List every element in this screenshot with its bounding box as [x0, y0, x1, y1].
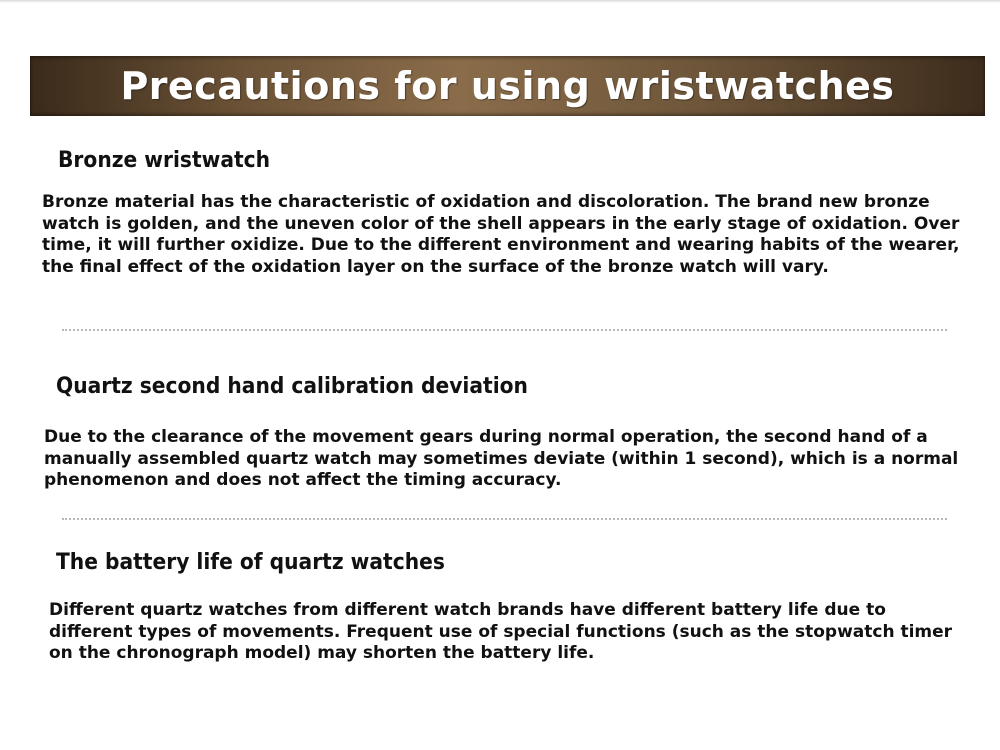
top-edge-shadow: [0, 0, 1000, 3]
section-heading-bronze-wristwatch: Bronze wristwatch: [58, 148, 271, 173]
section-heading-battery-life: The battery life of quartz watches: [56, 550, 445, 575]
section-divider: [62, 518, 947, 520]
section-body-quartz-second-hand: Due to the clearance of the movement gears during normal operation, the second hand of a manually assembled quartz watch may sometimes deviate (within 1 second), which is a normal phenomenon and does not affect the timing accuracy.: [44, 427, 959, 490]
page-title: Precautions for using wristwatches: [120, 64, 895, 108]
section-body-battery-life: Different quartz watches from different watch brands have different battery life due to different types of movements. Frequent use of special functions (such as the stopwatch timer on the chronograph model) may shorten the battery life.: [49, 600, 953, 663]
section-divider: [62, 329, 947, 331]
section-heading-quartz-second-hand: Quartz second hand calibration deviation: [56, 374, 528, 399]
section-body-bronze-wristwatch: Bronze material has the characteristic of oxidation and discoloration. The brand new bronze watch is golden, and the uneven color of the shell appears in the early stage of oxidation. Over time, it will further oxidize. Due to the different environment and wearing habits of the wearer, the final effect of the oxidation layer on the surface of the bronze watch will vary.: [42, 192, 960, 277]
title-banner: [30, 56, 985, 116]
